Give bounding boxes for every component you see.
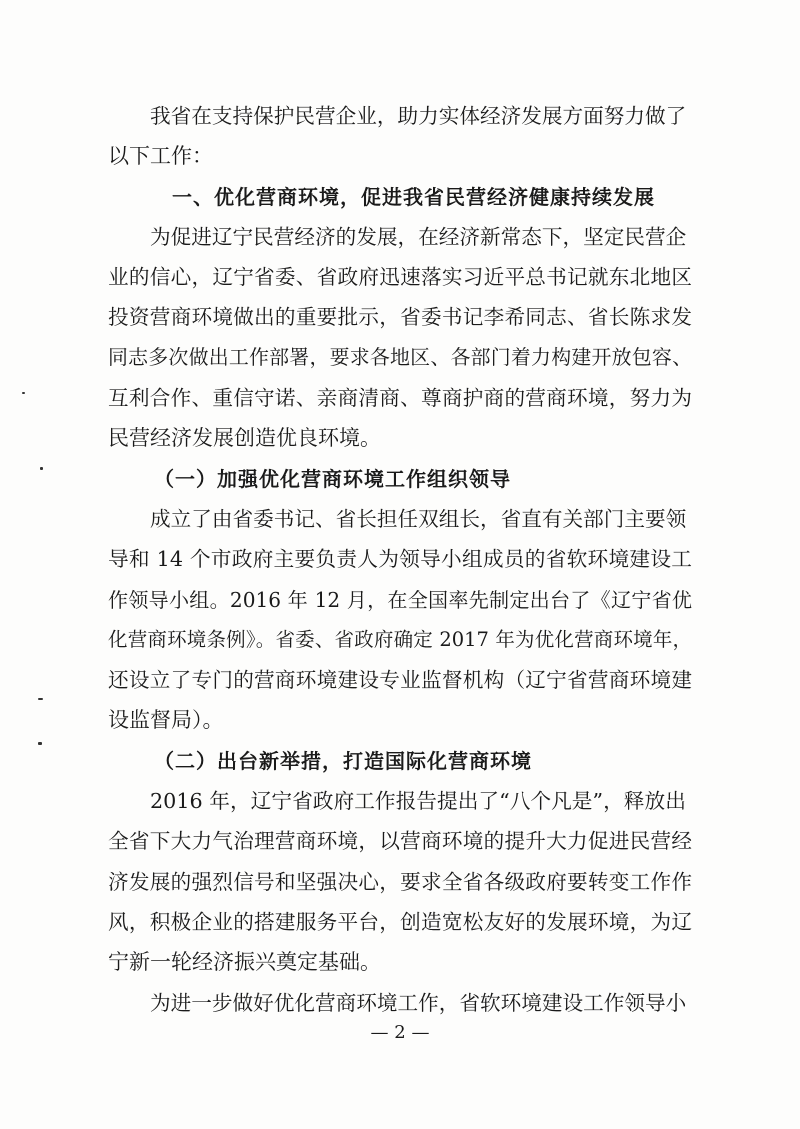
paragraph-line: 全省下大力气治理营商环境，以营商环境的提升大力促进民营经 xyxy=(108,829,692,854)
paragraph-line: 为促进辽宁民营经济的发展，在经济新常态下，坚定民营企 xyxy=(150,224,687,249)
body-text xyxy=(108,96,692,1023)
section-heading: 一、优化营商环境，促进我省民营经济健康持续发展 xyxy=(172,184,655,209)
page-number: — 2 — xyxy=(370,1022,430,1043)
paragraph-line: 以下工作： xyxy=(108,144,213,169)
scan-speck xyxy=(38,742,42,745)
paragraph-line: 导和 14 个市政府主要负责人为领导小组成员的省软环境建设工 xyxy=(108,547,692,572)
paragraph-line: 投资营商环境做出的重要批示，省委书记李希同志、省长陈求发 xyxy=(108,305,692,330)
paragraph-line: 同志多次做出工作部署，要求各地区、各部门着力构建开放包容、 xyxy=(108,345,692,369)
paragraph-line: 还设立了专门的营商环境建设专业监督机构（辽宁省营商环境建 xyxy=(108,668,692,693)
paragraph-line: 民营经济发展创造优良环境。 xyxy=(108,426,381,451)
scan-speck xyxy=(40,467,43,470)
paragraph-line: 风，积极企业的搭建服务平台，创造宽松友好的发展环境，为辽 xyxy=(108,909,692,934)
paragraph-line: 设监督局）。 xyxy=(108,708,224,733)
paragraph-line: 济发展的强烈信号和坚强决心，要求全省各级政府要转变工作作 xyxy=(108,869,692,894)
paragraph-line: 化营商环境条例》。省委、省政府确定 2017 年为优化营商环境年， xyxy=(108,627,692,651)
paragraph-line: 宁新一轮经济振兴奠定基础。 xyxy=(108,950,381,975)
scan-speck xyxy=(38,698,43,700)
paragraph-line: 我省在支持保护民营企业，助力实体经济发展方面努力做了 xyxy=(150,104,687,128)
paragraph-line: 作领导小组。2016 年 12 月，在全国率先制定出台了《辽宁省优 xyxy=(108,587,692,612)
subsection-heading: （一）加强优化营商环境工作组织领导 xyxy=(154,466,511,491)
paragraph-line: 互利合作、重信守诺、亲商清商、尊商护商的营商环境，努力为 xyxy=(108,386,692,411)
paragraph-line: 成立了由省委书记、省长担任双组长，省直有关部门主要领 xyxy=(150,506,687,531)
paragraph-line: 为进一步做好优化营商环境工作，省软环境建设工作领导小 xyxy=(150,990,687,1015)
subsection-heading: （二）出台新举措，打造国际化营商环境 xyxy=(154,748,532,773)
paragraph-line: 2016 年，辽宁省政府工作报告提出了“八个凡是”，释放出 xyxy=(150,789,686,814)
paragraph-line: 业的信心，辽宁省委、省政府迅速落实习近平总书记就东北地区 xyxy=(108,265,692,290)
scan-speck xyxy=(22,392,25,394)
